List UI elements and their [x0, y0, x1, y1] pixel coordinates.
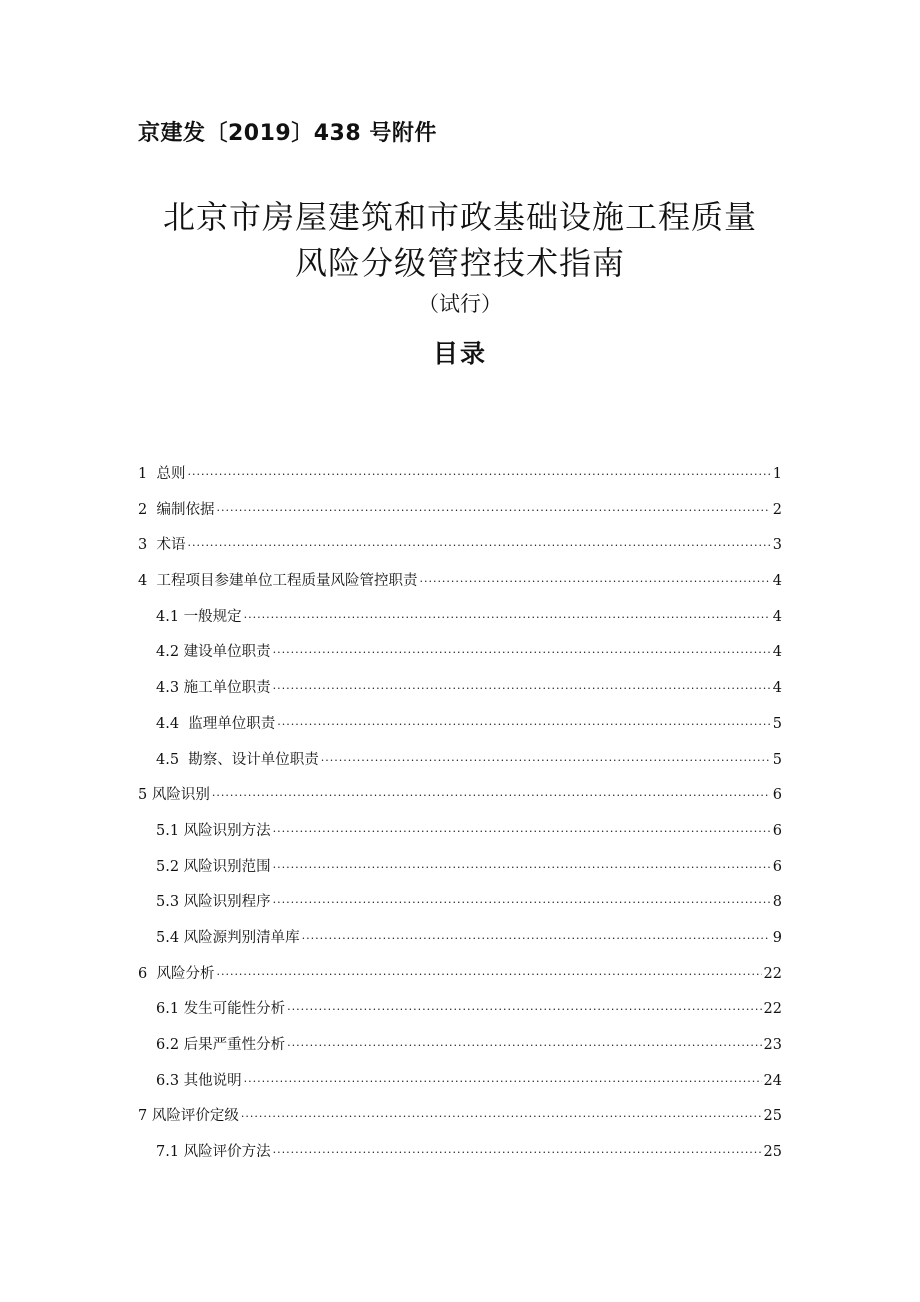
- toc-entry-page-number: 25: [763, 1144, 782, 1161]
- toc-entry[interactable]: [138, 567, 782, 603]
- toc-entry[interactable]: [138, 638, 782, 674]
- toc-entry[interactable]: [138, 460, 782, 496]
- toc-entry[interactable]: [138, 1067, 782, 1103]
- toc-entry[interactable]: [138, 924, 782, 960]
- toc-entry[interactable]: [138, 1102, 782, 1138]
- toc-dot-leader: [287, 1031, 761, 1049]
- toc-dot-leader: [273, 853, 770, 871]
- toc-entry-title: 4.1 一般规定: [156, 608, 242, 625]
- toc-entry-title: 7 风险评价定级: [138, 1108, 239, 1125]
- toc-entry-page-number: 4: [772, 680, 782, 697]
- toc-entry-title: 5 风险识别: [138, 787, 210, 804]
- toc-entry-page-number: 22: [763, 965, 782, 982]
- toc-dot-leader: [273, 1138, 762, 1156]
- toc-entry[interactable]: [138, 1031, 782, 1067]
- toc-dot-leader: [419, 567, 770, 585]
- toc-dot-leader: [273, 888, 770, 906]
- toc-entry-page-number: 4: [772, 573, 782, 590]
- toc-dot-leader: [244, 603, 770, 621]
- table-of-contents: [138, 460, 782, 1174]
- toc-entry-title: 4.5 勘察、设计单位职责: [156, 751, 319, 768]
- toc-entry-title: 7.1 风险评价方法: [156, 1144, 271, 1161]
- toc-dot-leader: [273, 817, 770, 835]
- toc-entry-page-number: 5: [772, 715, 782, 732]
- toc-entry-title: 2 编制依据: [138, 501, 215, 518]
- toc-entry-page-number: 4: [772, 644, 782, 661]
- toc-entry-page-number: 6: [772, 787, 782, 804]
- toc-entry[interactable]: [138, 960, 782, 996]
- toc-entry-title: 4 工程项目参建单位工程质量风险管控职责: [138, 573, 418, 590]
- toc-entry-title: 6.1 发生可能性分析: [156, 1001, 286, 1018]
- toc-dot-leader: [273, 674, 770, 692]
- toc-entry-page-number: 3: [772, 537, 782, 554]
- toc-entry[interactable]: [138, 781, 782, 817]
- toc-dot-leader: [241, 1102, 762, 1120]
- toc-dot-leader: [216, 496, 770, 514]
- toc-entry[interactable]: [138, 710, 782, 746]
- toc-entry-page-number: 9: [772, 929, 782, 946]
- toc-entry-page-number: 5: [772, 751, 782, 768]
- toc-dot-leader: [277, 710, 770, 728]
- toc-entry-title: 4.2 建设单位职责: [156, 644, 271, 661]
- toc-entry[interactable]: [138, 603, 782, 639]
- toc-entry-title: 5.4 风险源判别清单库: [156, 929, 300, 946]
- toc-entry-page-number: 2: [772, 501, 782, 518]
- document-title-line-2: 风险分级管控技术指南: [294, 244, 625, 282]
- toc-dot-leader: [287, 995, 761, 1013]
- toc-entry-title: 6.2 后果严重性分析: [156, 1037, 286, 1053]
- toc-dot-leader: [273, 638, 770, 656]
- trial-note: （试行）: [418, 292, 502, 316]
- toc-entry-title: 4.3 施工单位职责: [156, 680, 271, 697]
- toc-entry-page-number: 6: [772, 858, 782, 875]
- toc-entry-title: 5.3 风险识别程序: [156, 894, 271, 911]
- toc-entry[interactable]: [138, 674, 782, 710]
- toc-dot-leader: [321, 746, 770, 764]
- toc-entry-title: 4.4 监理单位职责: [156, 715, 276, 732]
- toc-entry[interactable]: [138, 496, 782, 532]
- toc-entry-page-number: 4: [772, 608, 782, 625]
- toc-entry[interactable]: [138, 817, 782, 853]
- document-title-line-1: 北京市房屋建筑和市政基础设施工程质量: [162, 198, 757, 236]
- toc-entry-page-number: 1: [772, 466, 782, 482]
- toc-dot-leader: [187, 460, 770, 478]
- toc-entry-title: 3 术语: [138, 537, 186, 554]
- toc-entry-title: 5.1 风险识别方法: [156, 822, 271, 839]
- toc-dot-leader: [216, 960, 761, 978]
- toc-entry[interactable]: [138, 531, 782, 567]
- toc-entry-page-number: 6: [772, 822, 782, 839]
- toc-entry-title: 6.3 其他说明: [156, 1072, 242, 1089]
- toc-dot-leader: [302, 924, 770, 942]
- toc-dot-leader: [187, 531, 770, 549]
- toc-entry[interactable]: [138, 746, 782, 782]
- toc-entry-page-number: 8: [772, 894, 782, 911]
- attachment-reference: 京建发〔2019〕438 号附件: [138, 121, 437, 146]
- toc-entry-page-number: 25: [763, 1108, 782, 1125]
- toc-dot-leader: [244, 1067, 762, 1085]
- toc-entry-page-number: 24: [763, 1072, 782, 1089]
- toc-entry[interactable]: [138, 995, 782, 1031]
- toc-entry-page-number: 23: [763, 1037, 782, 1053]
- toc-entry[interactable]: [138, 1138, 782, 1174]
- toc-entry[interactable]: [138, 853, 782, 889]
- toc-entry-title: 6 风险分析: [138, 965, 215, 982]
- toc-entry[interactable]: [138, 888, 782, 924]
- toc-dot-leader: [212, 781, 770, 799]
- toc-heading: 目录: [432, 339, 487, 368]
- toc-entry-title: 1 总则: [138, 466, 186, 482]
- toc-entry-page-number: 22: [763, 1001, 782, 1018]
- toc-entry-title: 5.2 风险识别范围: [156, 858, 271, 875]
